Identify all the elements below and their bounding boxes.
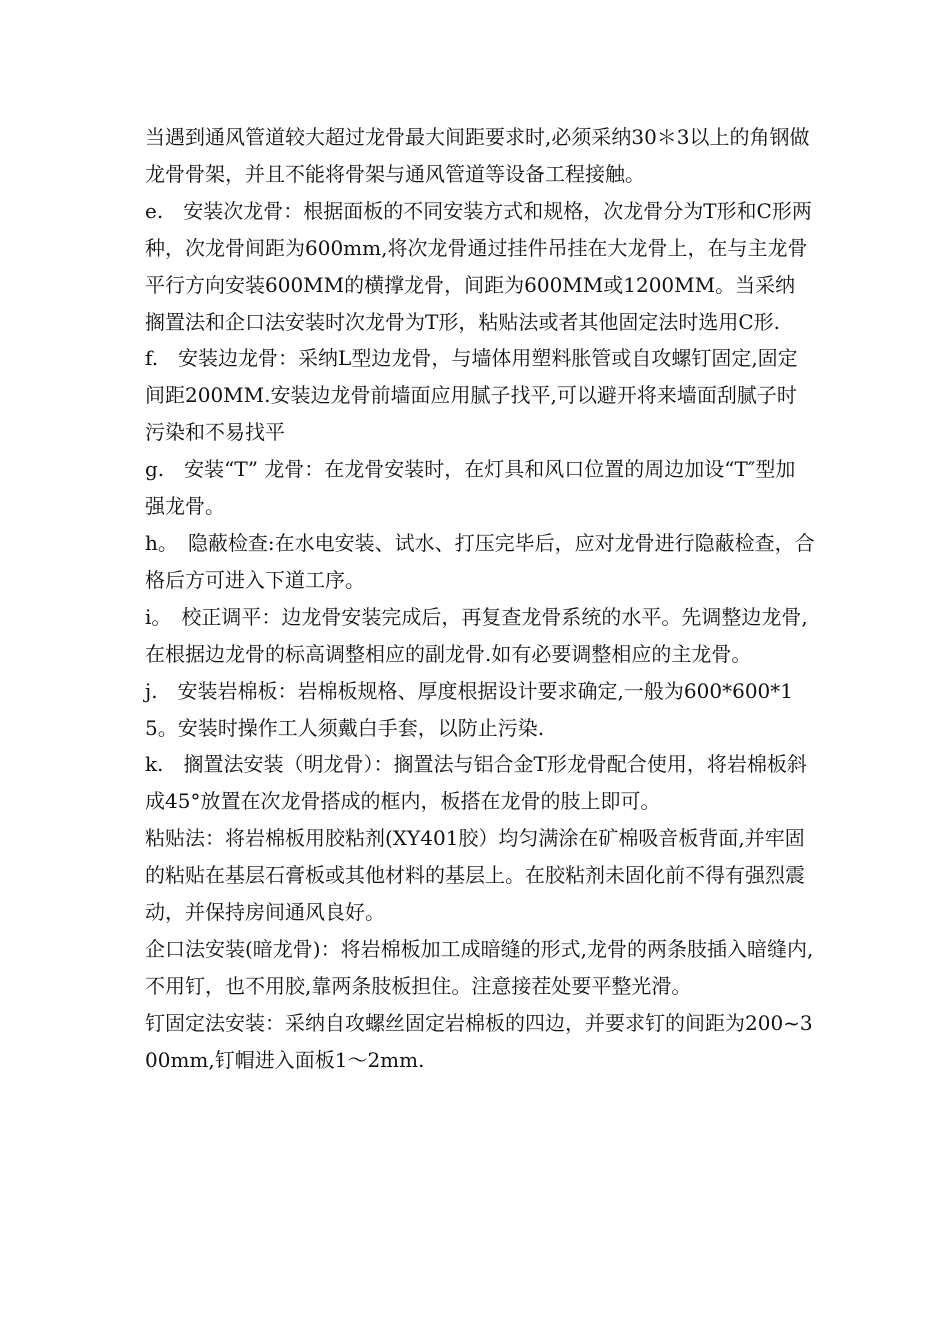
paragraph-screw-fixing-method: 钉固定法安装：采纳自攻螺丝固定岩棉板的四边，并要求钉的间距为200~300mm,钉帽进入面板1～2mm.: [145, 1010, 813, 1072]
paragraph-step-g-t-keel: g. 安装“T” 龙骨：在龙骨安装时，在灯具和风口位置的周边加设“T″型加强龙骨。: [145, 457, 796, 519]
paragraph-step-e-secondary-keel: e. 安装次龙骨：根据面板的不同安装方式和规格，次龙骨分为T形和C形两种，次龙骨间距为600mm,将次龙骨通过挂件吊挂在大龙骨上，在与主龙骨平行方向安装600MM的横撑龙骨，间距为600MM或1200MM。当采纳搁置法和企口法安装时次龙骨为T形，粘贴法或者其他固定法时选用C形.: [145, 198, 812, 334]
paragraph-step-h-concealed-inspection: h。 隐蔽检查:在水电安装、试水、打压完毕后，应对龙骨进行隐蔽检查，合格后方可进入下道工序。: [145, 530, 815, 592]
paragraph-angle-steel-frame: 当遇到通风管道较大超过龙骨最大间距要求时,必须采纳30＊3以上的角钢做龙骨骨架，并且不能将骨架与通风管道等设备工程接触。: [145, 125, 810, 186]
paragraph-step-j-rock-wool-board: j. 安装岩棉板：岩棉板规格、厚度根据设计要求确定,一般为600*600*15。安装时操作工人须戴白手套，以防止污染.: [145, 678, 793, 740]
paragraph-tongue-groove-method: 企口法安装(暗龙骨)：将岩棉板加工成暗缝的形式,龙骨的两条肢插入暗缝内,不用钉，也不用胶,靠两条肢板担住。注意接茬处要平整光滑。: [145, 936, 814, 998]
document-body: [145, 119, 815, 1079]
paragraph-step-k-laying-method: k. 搁置法安装（明龙骨）：搁置法与铝合金T形龙骨配合使用，将岩棉板斜成45°放置在次龙骨搭成的框内，板搭在龙骨的肢上即可。: [145, 752, 807, 814]
paragraph-step-i-leveling: i。 校正调平：边龙骨安装完成后，再复查龙骨系统的水平。先调整边龙骨,在根据边龙骨的标高调整相应的副龙骨.如有必要调整相应的主龙骨。: [145, 604, 808, 666]
paragraph-step-f-edge-keel: f. 安装边龙骨：采纳L型边龙骨，与墙体用塑料胀管或自攻螺钉固定,固定间距200MM.安装边龙骨前墙面应用腻子找平,可以避开将来墙面刮腻子时污染和不易找平: [145, 346, 798, 445]
paragraph-adhesive-method: 粘贴法：将岩棉板用胶粘剂(XY401胶）均匀满涂在矿棉吸音板背面,并牢固的粘贴在基层石膏板或其他材料的基层上。在胶粘剂未固化前不得有强烈震动，并保持房间通风良好。: [145, 826, 805, 925]
